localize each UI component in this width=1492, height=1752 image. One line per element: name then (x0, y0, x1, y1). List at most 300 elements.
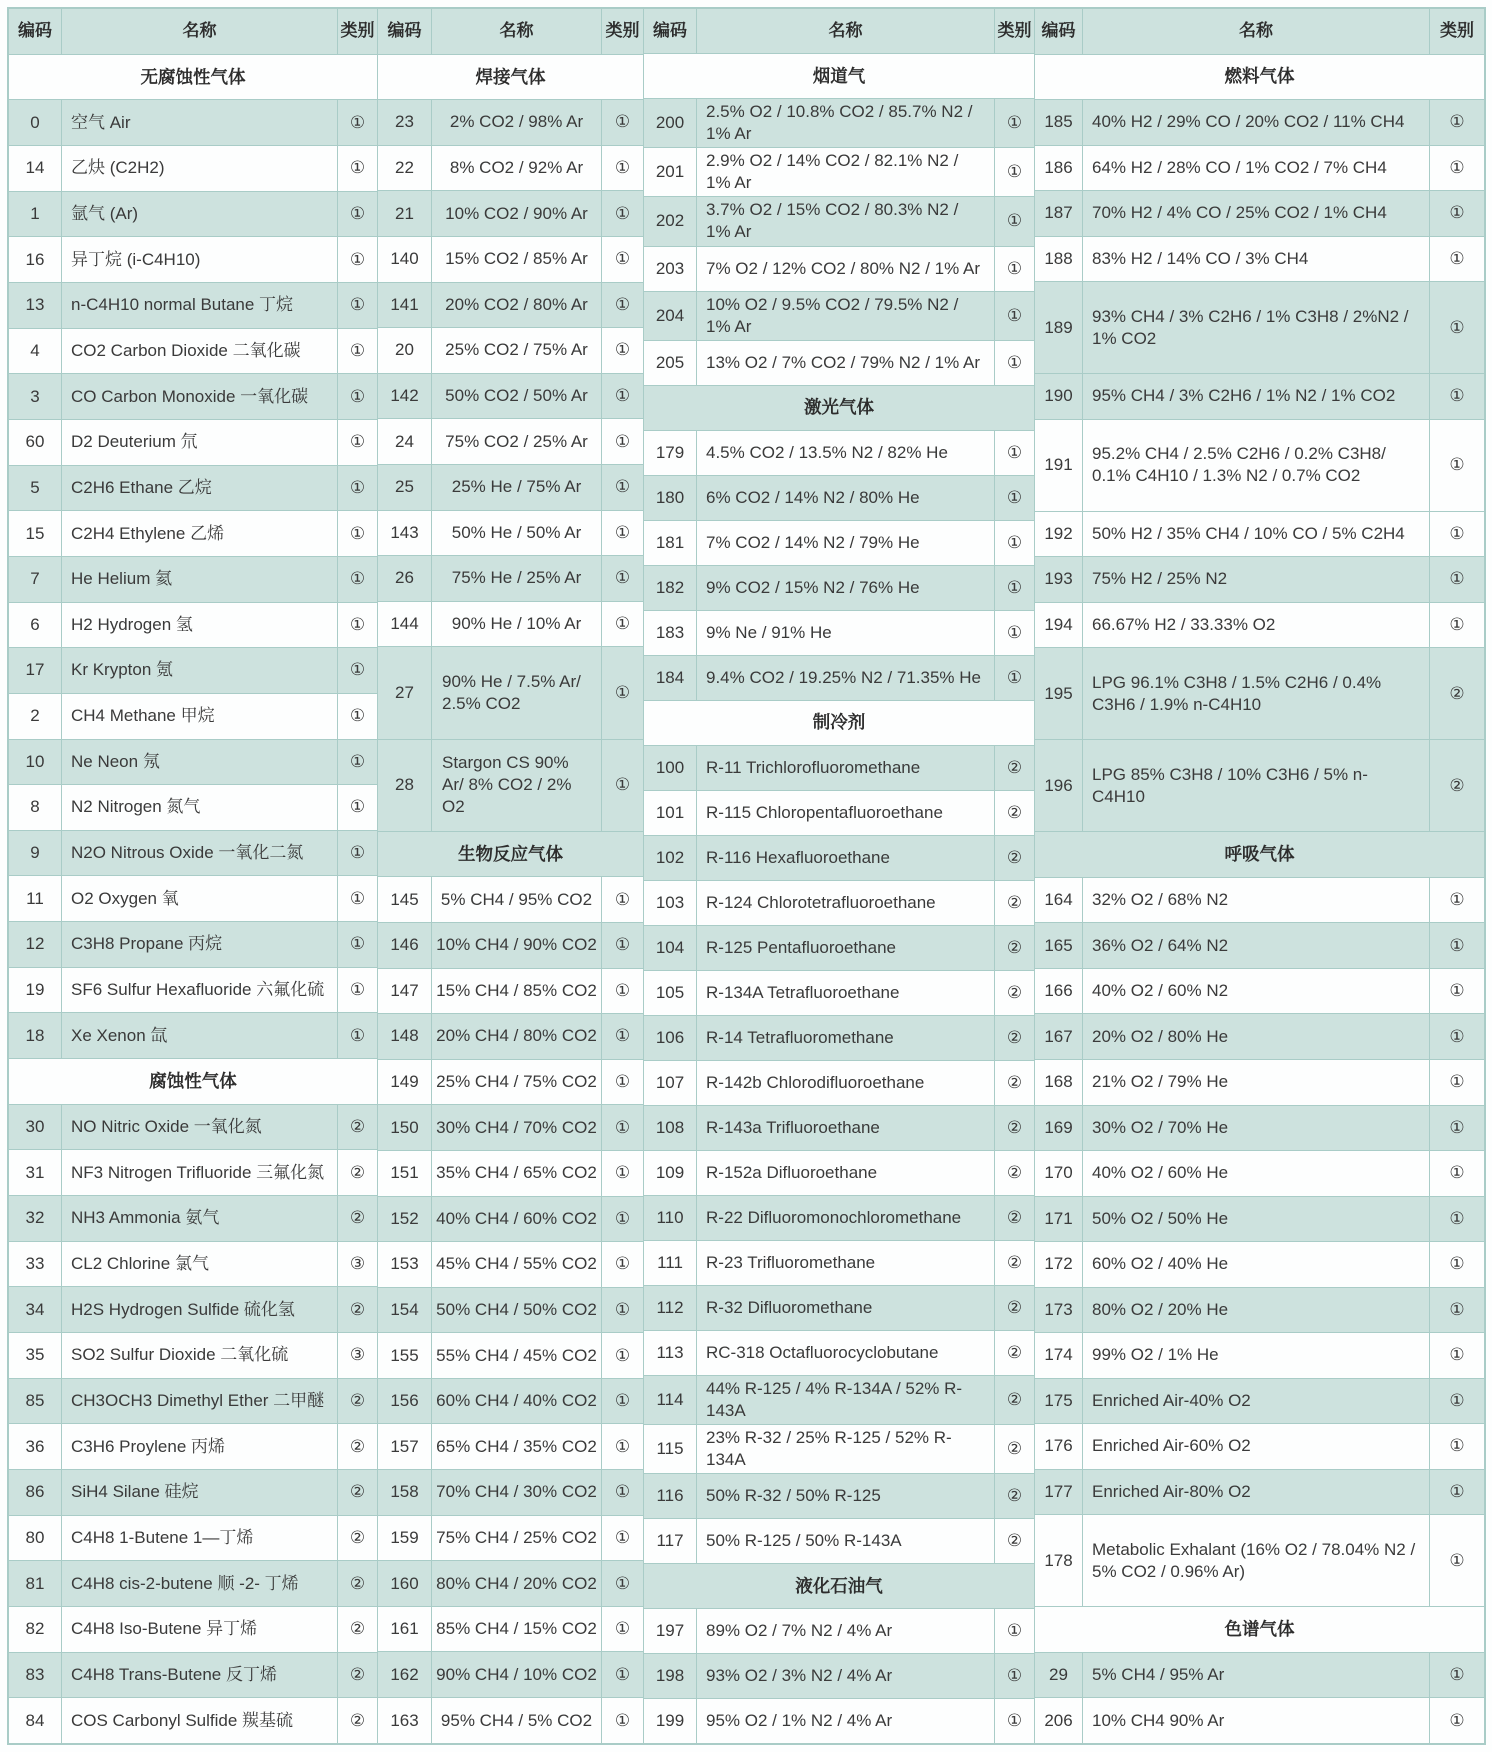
code-cell: 161 (378, 1606, 432, 1652)
table-row (1035, 1242, 1485, 1288)
table-row (378, 1105, 644, 1151)
category-cell: ① (1430, 282, 1485, 374)
name-cell: 75% CO2 / 25% Ar (432, 419, 602, 465)
category-cell: ① (1430, 1059, 1485, 1105)
category-cell: ① (602, 1561, 644, 1607)
category-cell: ① (602, 419, 644, 465)
category-cell: ① (338, 282, 378, 328)
code-cell: 205 (644, 340, 697, 385)
column-header-name: 名称 (62, 9, 338, 55)
table-row (644, 1424, 1035, 1473)
code-cell: 110 (644, 1195, 697, 1240)
name-cell: R-125 Pentafluoroethane (697, 925, 995, 970)
gas-table-group-1 (8, 8, 378, 1744)
section-title-row (644, 1564, 1035, 1609)
name-cell: C4H8 Iso-Butene 异丁烯 (62, 1606, 338, 1652)
table-row (9, 191, 378, 237)
name-cell: 90% CH4 / 10% CO2 (432, 1652, 602, 1698)
code-cell: 3 (9, 374, 62, 420)
category-cell: ① (1430, 1698, 1485, 1744)
name-cell: 50% CH4 / 50% CO2 (432, 1287, 602, 1333)
table-row (378, 1150, 644, 1196)
code-cell: 104 (644, 925, 697, 970)
category-cell: ① (995, 520, 1035, 565)
name-cell: 空气 Air (62, 100, 338, 146)
name-cell: He Helium 氦 (62, 556, 338, 602)
code-cell: 1 (9, 191, 62, 237)
column-header-row (9, 9, 378, 55)
table-row (9, 739, 378, 785)
code-cell: 116 (644, 1474, 697, 1519)
category-cell: ① (602, 1287, 644, 1333)
code-cell: 107 (644, 1060, 697, 1105)
category-cell: ① (1430, 374, 1485, 420)
category-cell: ① (1430, 1014, 1485, 1060)
section-title-row (1035, 1607, 1485, 1653)
code-cell: 31 (9, 1150, 62, 1196)
name-cell: 乙炔 (C2H2) (62, 145, 338, 191)
category-cell: ① (995, 340, 1035, 385)
name-cell: 85% CH4 / 15% CO2 (432, 1606, 602, 1652)
name-cell: CO2 Carbon Dioxide 二氧化碳 (62, 328, 338, 374)
name-cell: R-11 Trichlorofluoromethane (697, 745, 995, 790)
table-row (9, 602, 378, 648)
table-row (9, 1013, 378, 1059)
category-cell: ② (338, 1150, 378, 1196)
table-row (9, 1698, 378, 1744)
category-cell: ② (338, 1698, 378, 1744)
name-cell: C4H8 cis-2-butene 顺 -2- 丁烯 (62, 1561, 338, 1607)
table-row (378, 1470, 644, 1516)
table-row (9, 1287, 378, 1333)
table-row (644, 430, 1035, 475)
table-row (9, 511, 378, 557)
name-cell: R-23 Trifluoromethane (697, 1240, 995, 1285)
table-row (378, 100, 644, 146)
code-cell: 33 (9, 1241, 62, 1287)
code-cell: 28 (378, 739, 432, 831)
table-row (1035, 100, 1485, 146)
column-header-name: 名称 (697, 9, 995, 54)
category-cell: ① (1430, 236, 1485, 282)
category-cell: ③ (338, 1241, 378, 1287)
category-cell: ① (995, 1699, 1035, 1744)
name-cell: SF6 Sulfur Hexafluoride 六氟化硫 (62, 967, 338, 1013)
table-row (9, 967, 378, 1013)
table-row (9, 145, 378, 191)
category-cell: ① (602, 191, 644, 237)
table-row (378, 373, 644, 419)
category-cell: ① (602, 373, 644, 419)
section-title-row (644, 385, 1035, 430)
category-cell: ② (995, 1150, 1035, 1195)
category-cell: ① (602, 1242, 644, 1288)
name-cell: 2% CO2 / 98% Ar (432, 100, 602, 146)
category-cell: ② (995, 1474, 1035, 1519)
code-cell: 174 (1035, 1333, 1083, 1379)
category-cell: ① (1430, 557, 1485, 603)
table-row (644, 655, 1035, 700)
category-cell: ③ (338, 1333, 378, 1379)
table-row (378, 1014, 644, 1060)
column-header-name: 名称 (432, 9, 602, 55)
table-row (378, 556, 644, 602)
section-title: 无腐蚀性气体 (9, 54, 378, 100)
code-cell: 36 (9, 1424, 62, 1470)
name-cell: 50% H2 / 35% CH4 / 10% CO / 5% C2H4 (1083, 511, 1430, 557)
category-cell: ① (1430, 1333, 1485, 1379)
code-cell: 199 (644, 1699, 697, 1744)
code-cell: 144 (378, 601, 432, 647)
name-cell: Metabolic Exhalant (16% O2 / 78.04% N2 / 5% CO2 / 0.96% Ar) (1083, 1515, 1430, 1607)
category-cell: ① (338, 511, 378, 557)
name-cell: 20% CH4 / 80% CO2 (432, 1014, 602, 1060)
table-row (378, 282, 644, 328)
section-title-row (9, 54, 378, 100)
category-cell: ① (995, 148, 1035, 197)
name-cell: 99% O2 / 1% He (1083, 1333, 1430, 1379)
code-cell: 5 (9, 465, 62, 511)
category-cell: ② (995, 835, 1035, 880)
category-cell: ② (338, 1104, 378, 1150)
table-row (378, 877, 644, 923)
name-cell: H2S Hydrogen Sulfide 硫化氢 (62, 1287, 338, 1333)
table-row (1035, 740, 1485, 832)
name-cell: R-142b Chlorodifluoroethane (697, 1060, 995, 1105)
category-cell: ① (602, 1378, 644, 1424)
category-cell: ① (1430, 1151, 1485, 1197)
category-cell: ① (602, 1333, 644, 1379)
name-cell: LPG 85% C3H8 / 10% C3H6 / 5% n-C4H10 (1083, 740, 1430, 832)
table-row (378, 1287, 644, 1333)
name-cell: 50% R-125 / 50% R-143A (697, 1519, 995, 1564)
name-cell: CH4 Methane 甲烷 (62, 693, 338, 739)
code-cell: 140 (378, 236, 432, 282)
category-cell: ① (1430, 191, 1485, 237)
name-cell: SO2 Sulfur Dioxide 二氧化硫 (62, 1333, 338, 1379)
code-cell: 188 (1035, 236, 1083, 282)
name-cell: 32% O2 / 68% N2 (1083, 877, 1430, 923)
table-row (1035, 1378, 1485, 1424)
code-cell: 177 (1035, 1469, 1083, 1515)
code-cell: 141 (378, 282, 432, 328)
table-row (644, 880, 1035, 925)
section-title: 燃料气体 (1035, 54, 1485, 100)
table-row (644, 970, 1035, 1015)
name-cell: 4.5% CO2 / 13.5% N2 / 82% He (697, 430, 995, 475)
code-cell: 185 (1035, 100, 1083, 146)
table-row (378, 1515, 644, 1561)
code-cell: 12 (9, 922, 62, 968)
table-row (1035, 1424, 1485, 1470)
code-cell: 8 (9, 785, 62, 831)
category-cell: ① (995, 99, 1035, 148)
table-row (644, 925, 1035, 970)
code-cell: 115 (644, 1424, 697, 1473)
table-row (378, 1333, 644, 1379)
category-cell: ② (995, 880, 1035, 925)
section-title: 色谱气体 (1035, 1607, 1485, 1653)
code-cell: 34 (9, 1287, 62, 1333)
category-cell: ① (1430, 511, 1485, 557)
code-cell: 152 (378, 1196, 432, 1242)
code-cell: 24 (378, 419, 432, 465)
category-cell: ② (995, 1285, 1035, 1330)
category-cell: ① (602, 1196, 644, 1242)
category-cell: ① (338, 922, 378, 968)
name-cell: 6% CO2 / 14% N2 / 80% He (697, 475, 995, 520)
table-row (378, 1378, 644, 1424)
category-cell: ② (995, 745, 1035, 790)
column-header-code: 编码 (1035, 9, 1083, 55)
table-row (644, 99, 1035, 148)
column-header-row (644, 9, 1035, 54)
name-cell: 90% He / 7.5% Ar/ 2.5% CO2 (432, 647, 602, 739)
code-cell: 20 (378, 328, 432, 374)
category-cell: ① (602, 968, 644, 1014)
column-header-code: 编码 (9, 9, 62, 55)
name-cell: 64% H2 / 28% CO / 1% CO2 / 7% CH4 (1083, 145, 1430, 191)
category-cell: ② (995, 790, 1035, 835)
code-cell: 203 (644, 246, 697, 291)
category-cell: ① (338, 465, 378, 511)
code-cell: 109 (644, 1150, 697, 1195)
code-cell: 206 (1035, 1698, 1083, 1744)
name-cell: D2 Deuterium 氘 (62, 419, 338, 465)
name-cell: 15% CO2 / 85% Ar (432, 236, 602, 282)
name-cell: 2.9% O2 / 14% CO2 / 82.1% N2 / 1% Ar (697, 148, 995, 197)
name-cell: NH3 Ammonia 氨气 (62, 1196, 338, 1242)
name-cell: C4H8 Trans-Butene 反丁烯 (62, 1652, 338, 1698)
table-row (378, 1561, 644, 1607)
category-cell: ① (995, 655, 1035, 700)
table-row (9, 374, 378, 420)
section-title: 液化石油气 (644, 1564, 1035, 1609)
name-cell: R-134A Tetrafluoroethane (697, 970, 995, 1015)
code-cell: 182 (644, 565, 697, 610)
name-cell: C4H8 1-Butene 1—丁烯 (62, 1515, 338, 1561)
code-cell: 25 (378, 464, 432, 510)
category-cell: ① (602, 922, 644, 968)
category-cell: ① (338, 693, 378, 739)
code-cell: 83 (9, 1652, 62, 1698)
table-row (9, 465, 378, 511)
table-row (1035, 1515, 1485, 1607)
code-cell: 197 (644, 1609, 697, 1654)
name-cell: 66.67% H2 / 33.33% O2 (1083, 602, 1430, 648)
table-row (9, 648, 378, 694)
code-cell: 158 (378, 1470, 432, 1516)
table-row (1035, 557, 1485, 603)
name-cell: 93% O2 / 3% N2 / 4% Ar (697, 1654, 995, 1699)
name-cell: 2.5% O2 / 10.8% CO2 / 85.7% N2 / 1% Ar (697, 99, 995, 148)
code-cell: 100 (644, 745, 697, 790)
table-row (378, 922, 644, 968)
table-row (378, 1242, 644, 1288)
code-cell: 26 (378, 556, 432, 602)
code-cell: 193 (1035, 557, 1083, 603)
table-row (644, 790, 1035, 835)
code-cell: 165 (1035, 923, 1083, 969)
category-cell: ② (338, 1606, 378, 1652)
name-cell: C2H4 Ethylene 乙烯 (62, 511, 338, 557)
code-cell: 194 (1035, 602, 1083, 648)
code-cell: 0 (9, 100, 62, 146)
name-cell: 10% CO2 / 90% Ar (432, 191, 602, 237)
table-row (644, 1105, 1035, 1150)
column-header-cat: 类别 (995, 9, 1035, 54)
gas-table-group-2 (377, 8, 644, 1744)
code-cell: 200 (644, 99, 697, 148)
section-title: 焊接气体 (378, 54, 644, 100)
code-cell: 105 (644, 970, 697, 1015)
category-cell: ① (338, 1013, 378, 1059)
name-cell: 60% O2 / 40% He (1083, 1242, 1430, 1288)
name-cell: 异丁烷 (i-C4H10) (62, 237, 338, 283)
name-cell: 25% He / 75% Ar (432, 464, 602, 510)
name-cell: 60% CH4 / 40% CO2 (432, 1378, 602, 1424)
category-cell: ② (338, 1470, 378, 1516)
table-row (9, 876, 378, 922)
code-cell: 155 (378, 1333, 432, 1379)
name-cell: N2 Nitrogen 氮气 (62, 785, 338, 831)
category-cell: ② (995, 1060, 1035, 1105)
name-cell: 氩气 (Ar) (62, 191, 338, 237)
name-cell: 9% Ne / 91% He (697, 610, 995, 655)
section-title-row (1035, 832, 1485, 878)
column-header-cat: 类别 (602, 9, 644, 55)
name-cell: 5% CH4 / 95% CO2 (432, 877, 602, 923)
column-header-row (378, 9, 644, 55)
name-cell: N2O Nitrous Oxide 一氧化二氮 (62, 830, 338, 876)
code-cell: 82 (9, 1606, 62, 1652)
table-row (9, 1241, 378, 1287)
name-cell: NO Nitric Oxide 一氧化氮 (62, 1104, 338, 1150)
name-cell: RC-318 Octafluorocyclobutane (697, 1330, 995, 1375)
table-row (644, 1285, 1035, 1330)
table-row (644, 1519, 1035, 1564)
table-row (644, 1474, 1035, 1519)
name-cell: 25% CH4 / 75% CO2 (432, 1059, 602, 1105)
table-row (9, 1333, 378, 1379)
category-cell: ① (1430, 1287, 1485, 1333)
name-cell: R-116 Hexafluoroethane (697, 835, 995, 880)
table-row (644, 1699, 1035, 1744)
code-cell: 22 (378, 145, 432, 191)
table-row (378, 1424, 644, 1470)
table-row (1035, 648, 1485, 740)
code-cell: 162 (378, 1652, 432, 1698)
table-row (9, 1606, 378, 1652)
code-cell: 142 (378, 373, 432, 419)
table-row (644, 1150, 1035, 1195)
category-cell: ① (995, 1654, 1035, 1699)
name-cell: 7% CO2 / 14% N2 / 79% He (697, 520, 995, 565)
name-cell: SiH4 Silane 硅烷 (62, 1470, 338, 1516)
category-cell: ② (338, 1424, 378, 1470)
table-row (9, 1196, 378, 1242)
table-row (644, 1330, 1035, 1375)
code-cell: 4 (9, 328, 62, 374)
name-cell: 30% O2 / 70% He (1083, 1105, 1430, 1151)
section-title: 腐蚀性气体 (9, 1059, 378, 1105)
category-cell: ① (602, 1606, 644, 1652)
name-cell: Xe Xenon 氙 (62, 1013, 338, 1059)
category-cell: ② (995, 1519, 1035, 1564)
category-cell: ① (602, 1150, 644, 1196)
table-row (1035, 1196, 1485, 1242)
category-cell: ① (338, 145, 378, 191)
category-cell: ① (1430, 1424, 1485, 1470)
table-row (9, 556, 378, 602)
category-cell: ① (1430, 1652, 1485, 1698)
code-cell: 154 (378, 1287, 432, 1333)
code-cell: 180 (644, 475, 697, 520)
name-cell: 25% CO2 / 75% Ar (432, 328, 602, 374)
name-cell: 21% O2 / 79% He (1083, 1059, 1430, 1105)
category-cell: ② (995, 1015, 1035, 1060)
category-cell: ① (602, 1014, 644, 1060)
name-cell: 89% O2 / 7% N2 / 4% Ar (697, 1609, 995, 1654)
name-cell: 13% O2 / 7% CO2 / 79% N2 / 1% Ar (697, 340, 995, 385)
category-cell: ① (1430, 419, 1485, 511)
category-cell: ① (602, 647, 644, 739)
category-cell: ① (602, 236, 644, 282)
name-cell: Enriched Air-60% O2 (1083, 1424, 1430, 1470)
category-cell: ① (1430, 1242, 1485, 1288)
code-cell: 198 (644, 1654, 697, 1699)
code-cell: 196 (1035, 740, 1083, 832)
code-cell: 145 (378, 877, 432, 923)
name-cell: 50% CO2 / 50% Ar (432, 373, 602, 419)
table-row (378, 1652, 644, 1698)
name-cell: Enriched Air-80% O2 (1083, 1469, 1430, 1515)
name-cell: CO Carbon Monoxide 一氧化碳 (62, 374, 338, 420)
category-cell: ② (1430, 740, 1485, 832)
category-cell: ② (338, 1561, 378, 1607)
section-title: 呼吸气体 (1035, 832, 1485, 878)
code-cell: 172 (1035, 1242, 1083, 1288)
name-cell: R-22 Difluoromonochloromethane (697, 1195, 995, 1240)
code-cell: 35 (9, 1333, 62, 1379)
table-row (1035, 923, 1485, 969)
column-header-code: 编码 (378, 9, 432, 55)
name-cell: 55% CH4 / 45% CO2 (432, 1333, 602, 1379)
column-header-code: 编码 (644, 9, 697, 54)
code-cell: 149 (378, 1059, 432, 1105)
code-cell: 171 (1035, 1196, 1083, 1242)
table-row (9, 922, 378, 968)
table-row (1035, 968, 1485, 1014)
code-cell: 204 (644, 291, 697, 340)
name-cell: 36% O2 / 64% N2 (1083, 923, 1430, 969)
table-row (1035, 602, 1485, 648)
table-row (9, 1104, 378, 1150)
code-cell: 168 (1035, 1059, 1083, 1105)
name-cell: 23% R-32 / 25% R-125 / 52% R-134A (697, 1424, 995, 1473)
gas-table-group-4 (1034, 8, 1485, 1744)
category-cell: ① (995, 475, 1035, 520)
category-cell: ① (995, 246, 1035, 291)
category-cell: ① (602, 1470, 644, 1516)
category-cell: ① (602, 100, 644, 146)
code-cell: 17 (9, 648, 62, 694)
category-cell: ① (338, 876, 378, 922)
category-cell: ① (338, 191, 378, 237)
table-row (644, 565, 1035, 610)
table-row (9, 1470, 378, 1516)
table-row (378, 739, 644, 831)
